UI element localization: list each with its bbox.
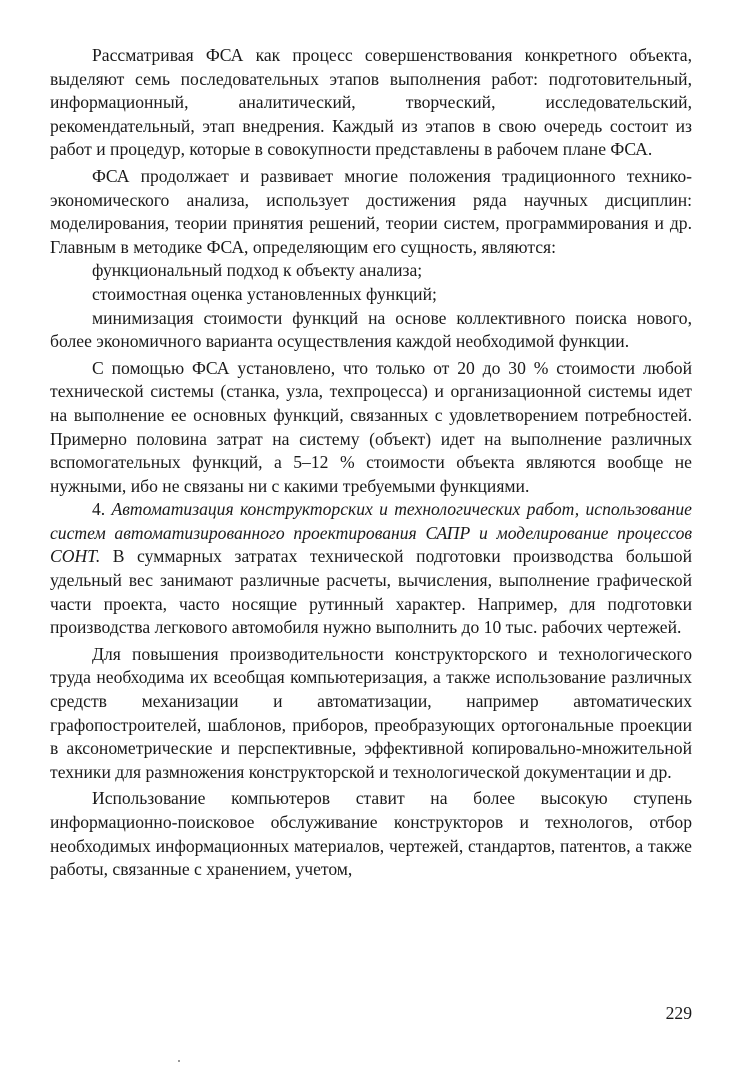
paragraph-automation: [50, 498, 692, 640]
list-item-cost-minimization: минимизация стоимости функций на основе коллективного поиска нового, более экономичного варианта осуществления каждой необходимой функции.: [50, 307, 692, 352]
list-item-cost-estimate: стоимостная оценка установленных функций;: [92, 283, 437, 304]
paragraph-automation-text: В суммарных затратах технической подготовки производства большой удельный вес занимают различные расчеты, вычисления, выполнение графической части проекта, часто носящие рутинный характер. Например, для подготовки производства легкового автомобиля нужно выполнить до 10 тыс. рабочих чертежей.: [50, 546, 692, 638]
paragraph-automation-number: 4.: [92, 499, 112, 520]
paragraph-computerization: Для повышения производительности конструкторского и технологического труда необходима их всеобщая компьютеризация, а также использование различных средств механизации и автоматизации, например автоматических графопостроителей, шаблонов, приборов, преобразующих ортогональные проекции в аксонометрические и перспективные, эффективной копировально-множительной техники для размножения конструкторской и технологической документации и др.: [50, 643, 692, 782]
paragraph-automation-heading: Автоматизация конструкторских и технологических работ, использование систем автоматизированного проектирования САПР и моделирование процессов СОНТ.: [50, 499, 692, 567]
paragraph-computer-use: Использование компьютеров ставит на более высокую ступень информационно-поисковое обслуживание конструкторов и технологов, отбор необходимых информационных материалов, чертежей, стандартов, патентов, а также работы, связанные с хранением, учетом,: [50, 788, 692, 880]
paragraph-stages: Рассматривая ФСА как процесс совершенствования конкретного объекта, выделяют семь последовательных этапов выполнения работ: подготовительный, информационный, аналитический, творческий, исследовательский, рекомендательный, этап внедрения. Каждый из этапов в свою очередь состоит из работ и процедур, которые в совокупности представлены в рабочем плане ФСА.: [50, 45, 692, 160]
paragraph-fsa-findings: С помощью ФСА установлено, что только от 20 до 30 % стоимости любой технической системы (станка, узла, техпроцесса) и организационной системы идет на выполнение ее основных функций, связанных с удовлетворением потребностей. Примерно половина затрат на систему (объект) идет на выполнение различных вспомогательных функций, а 5–12 % стоимости объекта являются вообще не нужными, ибо не связаны ни с какими требуемыми функциями.: [50, 357, 692, 496]
page-number: 229: [665, 1003, 692, 1023]
paragraph-fsa-development: ФСА продолжает и развивает многие положения традиционного технико-экономического анализа, использует достижения ряда научных дисциплин: моделирования, теории принятия решений, теории систем, программирования и др. Главным в методике ФСА, определяющим его сущность, являются:: [50, 165, 692, 257]
list-item-functional-approach: функциональный подход к объекту анализа;: [92, 260, 423, 281]
scan-speck: [178, 1060, 180, 1062]
page-body: [50, 44, 692, 882]
